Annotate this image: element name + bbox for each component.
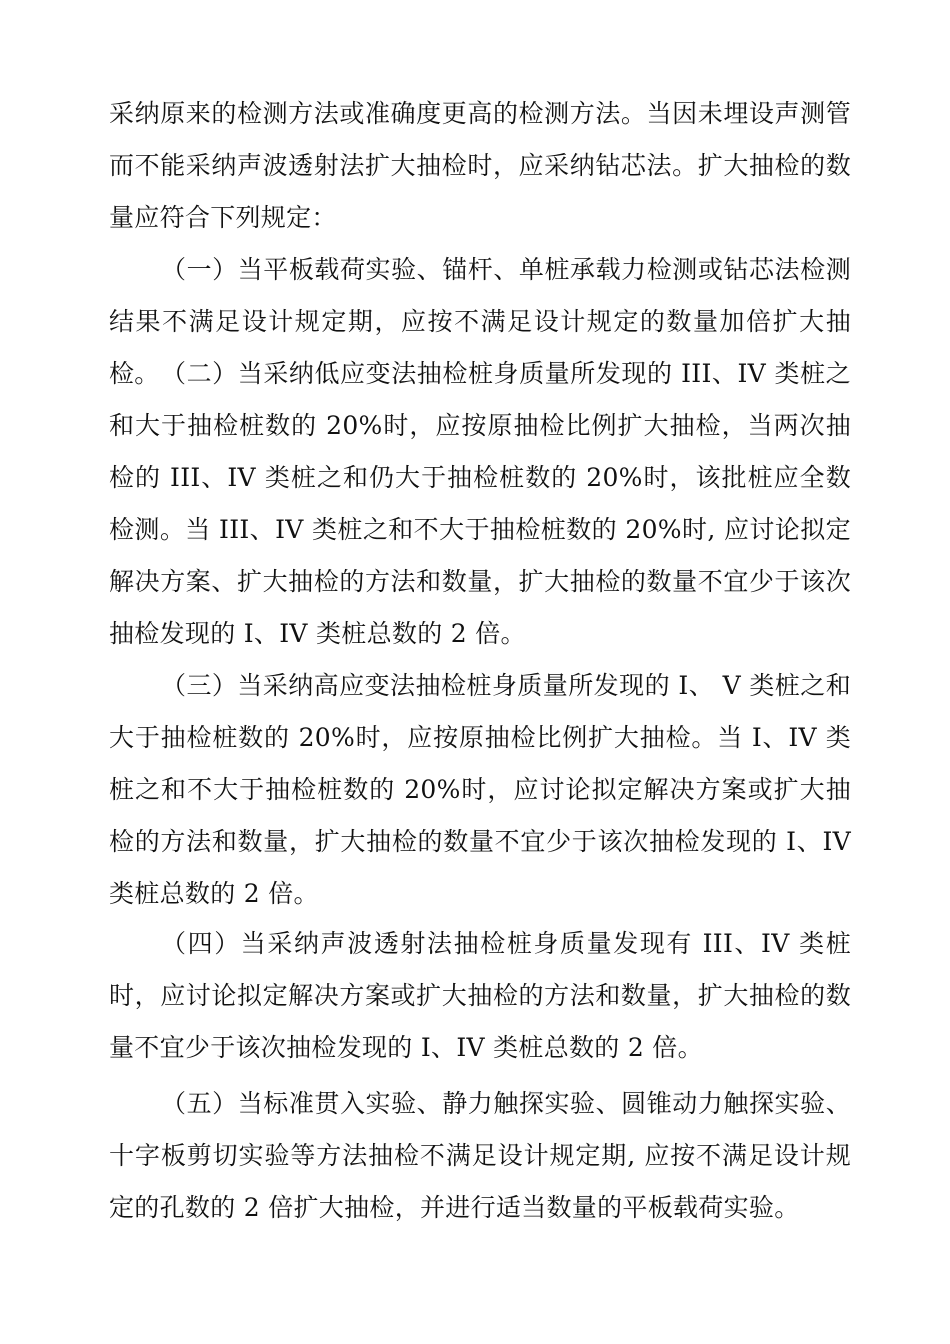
paragraph-item-5: （五）当标准贯入实验、静力触探实验、圆锥动力触探实验、十字板剪切实验等方法抽检不满足设计规定期, 应按不满足设计规定的孔数的 2 倍扩大抽检，并进行适当数量的平板载荷实验。	[109, 1089, 851, 1222]
paragraph-item-3: （三）当采纳高应变法抽检桩身质量所发现的 I、 V 类桩之和大于抽检桩数的 20%时，应按原抽检比例扩大抽检。当 I、IV 类桩之和不大于抽检桩数的 20%时，应讨论拟定解决方案或扩大抽检的方法和数量，扩大抽检的数量不宜少于该次抽检发现的 I、IV 类桩总数的 2 倍。	[109, 671, 851, 908]
paragraph-item-4: （四）当采纳声波透射法抽检桩身质量发现有 III、IV 类桩时，应讨论拟定解决方案或扩大抽检的方法和数量，扩大抽检的数量不宜少于该次抽检发现的 I、IV 类桩总数的 2 倍。	[109, 929, 851, 1062]
paragraph-item-1: （一）当平板载荷实验、锚杆、单桩承载力检测或钻芯法检测结果不满足设计规定期，应按不满足设计规定的数量加倍扩大抽检。	[109, 255, 851, 388]
paragraph-intro: 采纳原来的检测方法或准确度更高的检测方法。当因未埋设声测管而不能采纳声波透射法扩大抽检时，应采纳钻芯法。扩大抽检的数量应符合下列规定：	[109, 99, 851, 232]
paragraph-item-2: （二）当采纳低应变法抽检桩身质量所发现的 III、IV 类桩之和大于抽检桩数的 20%时，应按原抽检比例扩大抽检，当两次抽检的 III、IV 类桩之和仍大于抽检桩数的 20%时，该批桩应全数检测。当 III、IV 类桩之和不大于抽检桩数的 20%时, 应讨论拟定解决方案、扩大抽检的方法和数量，扩大抽检的数量不宜少于该次抽检发现的 I、IV 类桩总数的 2 倍。	[109, 359, 851, 648]
